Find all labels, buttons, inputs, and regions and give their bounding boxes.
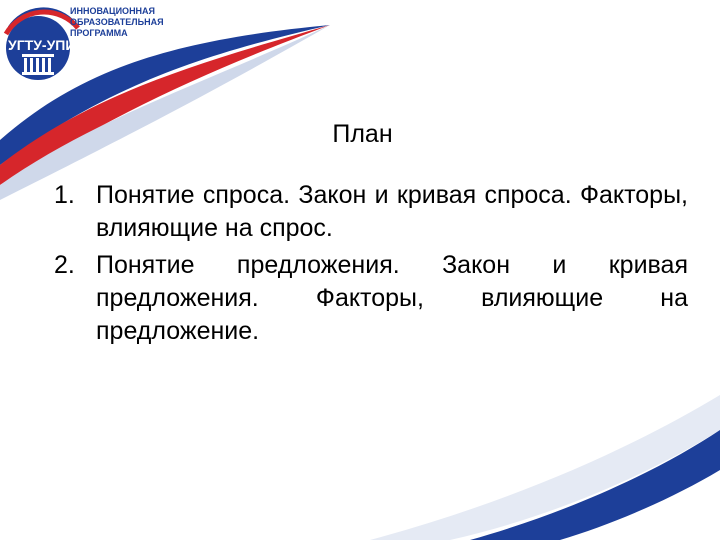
plan-list bbox=[54, 179, 688, 352]
logo-text-line2: ОБРАЗОВАТЕЛЬНАЯ bbox=[70, 17, 164, 27]
logo-text-line1: ИННОВАЦИОННАЯ bbox=[70, 6, 156, 16]
logo-text-line3: ПРОГРАММА bbox=[70, 28, 128, 38]
list-item-text: Понятие предложения. Закон и кривая предложения. Факторы, влияющие на предложение. bbox=[96, 251, 688, 345]
slide-title-text: План bbox=[332, 120, 393, 148]
university-logo bbox=[0, 0, 175, 100]
list-item-number: 1. bbox=[54, 181, 75, 209]
slide-title bbox=[0, 120, 720, 149]
list-item bbox=[54, 249, 688, 348]
logo-mark: УГТУ-УПИ bbox=[8, 37, 76, 53]
list-item bbox=[54, 179, 688, 245]
list-item-number: 2. bbox=[54, 251, 75, 279]
logo-year: 1 9 2 0 bbox=[30, 81, 52, 88]
list-item-text: Понятие спроса. Закон и кривая спроса. Факторы, влияющие на спрос. bbox=[96, 181, 688, 242]
